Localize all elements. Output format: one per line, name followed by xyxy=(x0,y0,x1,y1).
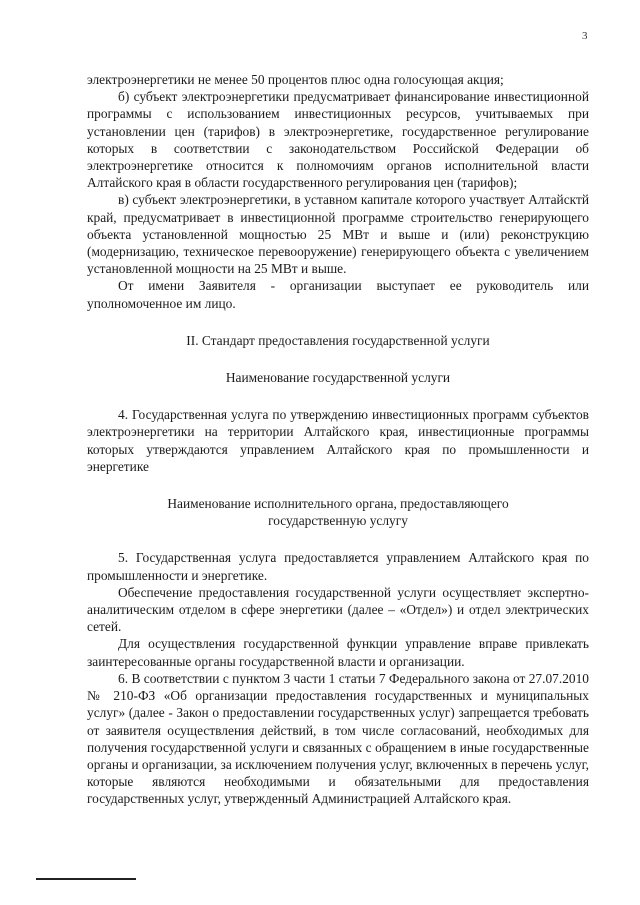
subsection-heading-authority-line2: государственную услугу xyxy=(268,513,408,529)
paragraph-5: 5. Государственная услуга предоставляется управлением Алтайского края по промышленности и энергетике. xyxy=(87,550,589,583)
paragraph-item-b: б) субъект электроэнергетики предусматривает финансирование инвестиционной программы с использованием инвестиционных ресурсов, учитываемых при установлении цен (тарифов) в электроэнергетике, государственное регулирование которых в соответствии с законодательством Российской Федерации об электроэнергетике относится к полномочиям органов исполнительной власти Алтайского края в области государственного регулирования цен (тарифов); xyxy=(87,89,589,191)
paragraph-provision: Обеспечение предоставления государственной услуги осуществляет экспертно-аналитическим отделом в сфере энергетики (далее – «Отдел») и отдел электрических сетей. xyxy=(87,584,589,635)
paragraph-6: 6. В соответствии с пунктом 3 части 1 статьи 7 Федерального закона от 27.07.2010 № 210-ФЗ «Об организации предоставления государственных и муниципальных услуг» (далее - Закон о предоставлении государственных услуг) запрещается требовать от заявителя осуществления действий, в том числе согласований, необходимых для получения государственной услуги и связанных с обращением в иные государственные органы и организации, за исключением получения услуг, включенных в перечень услуг, которые являются необходимыми и обязательными для предоставления государственных услуг, утвержденный Администрацией Алтайского края. xyxy=(87,670,589,807)
footer-divider xyxy=(36,878,136,880)
paragraph-item-v: в) субъект электроэнергетики, в уставном капитале которого участвует Алтайсктй край, предусматривает в инвестиционной программе строительство генерирующего объекта установленной мощностью 25 МВт и выше и (или) реконструкцию (модернизацию, техническое перевооружение) генерирующего объекта с увеличением установленной мощности на 25 МВт и выше. xyxy=(87,192,589,277)
paragraph-4: 4. Государственная услуга по утверждению инвестиционных программ субъектов электроэнергетики на территории Алтайского края, инвестиционные программы которых утверждаются управлением Алтайского края по промышленности и энергетике xyxy=(87,407,589,474)
subsection-heading-service-name: Наименование государственной услуги xyxy=(225,370,451,386)
section-heading: II. Стандарт предоставления государственной услуги xyxy=(186,332,490,348)
paragraph-attract: Для осуществления государственной функции управление вправе привлекать заинтересованные органы государственной власти и организации. xyxy=(87,636,589,669)
paragraph-applicant: От имени Заявителя - организации выступает ее руководитель или уполномоченное им лицо. xyxy=(87,278,589,311)
document-body xyxy=(87,71,589,808)
paragraph-continuation: электроэнергетики не менее 50 процентов плюс одна голосующая акция; xyxy=(87,72,504,87)
page-number: 3 xyxy=(582,30,588,42)
subsection-heading-authority-line1: Наименование исполнительного органа, предоставляющего xyxy=(167,496,509,512)
